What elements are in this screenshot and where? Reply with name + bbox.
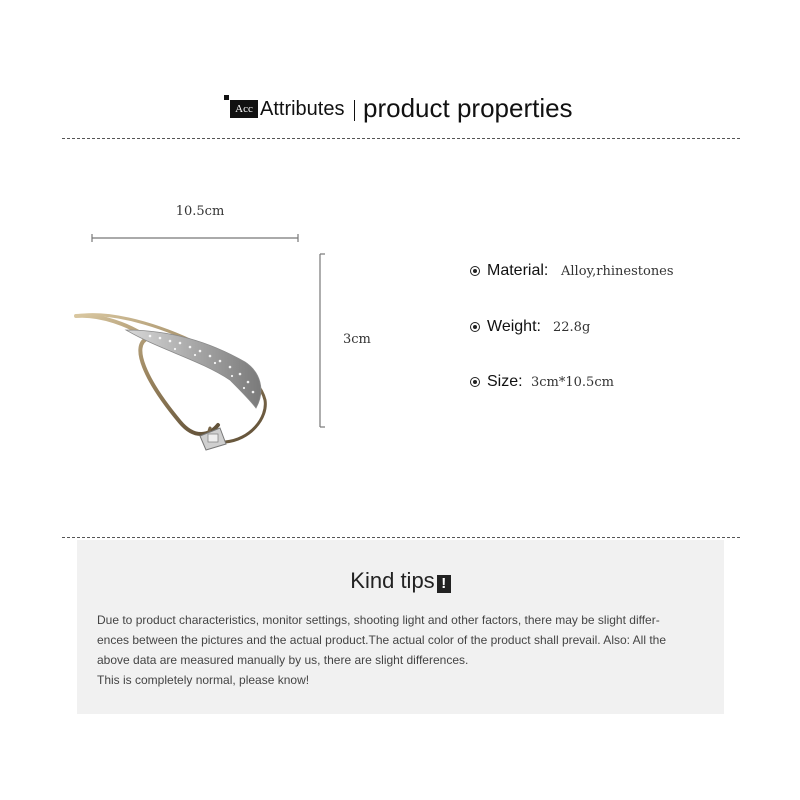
property-value: 3cm*10.5cm	[531, 375, 614, 390]
kind-tips-panel	[77, 540, 724, 714]
bullet-circle-icon	[470, 322, 480, 332]
title-separator	[354, 100, 355, 121]
tips-title	[77, 568, 724, 594]
section-header	[0, 88, 800, 128]
property-label: Weight:	[487, 318, 541, 335]
tips-body	[97, 610, 709, 690]
hair-clip-icon	[76, 315, 265, 450]
property-value: 22.8g	[553, 320, 591, 335]
tips-title-text: Kind tips	[350, 568, 435, 593]
width-dimension-line	[92, 234, 298, 242]
top-divider	[62, 138, 740, 139]
tips-line: above data are measured manually by us, there are slight differences.	[97, 653, 469, 667]
exclamation-icon: !	[437, 575, 451, 593]
acc-badge: Acc	[230, 100, 258, 118]
page-title: product properties	[363, 93, 573, 123]
bottom-divider	[62, 537, 740, 538]
property-label: Size:	[487, 373, 523, 390]
attributes-word: Attributes	[260, 98, 345, 120]
property-value: Alloy,rhinestones	[561, 264, 674, 279]
height-dimension-label: 3cm	[343, 332, 371, 347]
bullet-circle-icon	[470, 377, 480, 387]
product-illustration	[60, 230, 340, 460]
width-dimension-label: 10.5cm	[175, 204, 225, 219]
height-dimension-line	[320, 254, 325, 427]
header-dot	[224, 95, 229, 100]
property-label: Material:	[487, 262, 549, 279]
tips-line: Due to product characteristics, monitor settings, shooting light and other factors, there may be slight differ-	[97, 613, 660, 627]
tips-line: ences between the pictures and the actual product.The actual color of the product shall prevail. Also: All the	[97, 633, 667, 647]
tips-line: This is completely normal, please know!	[97, 673, 310, 687]
bullet-circle-icon	[470, 266, 480, 276]
